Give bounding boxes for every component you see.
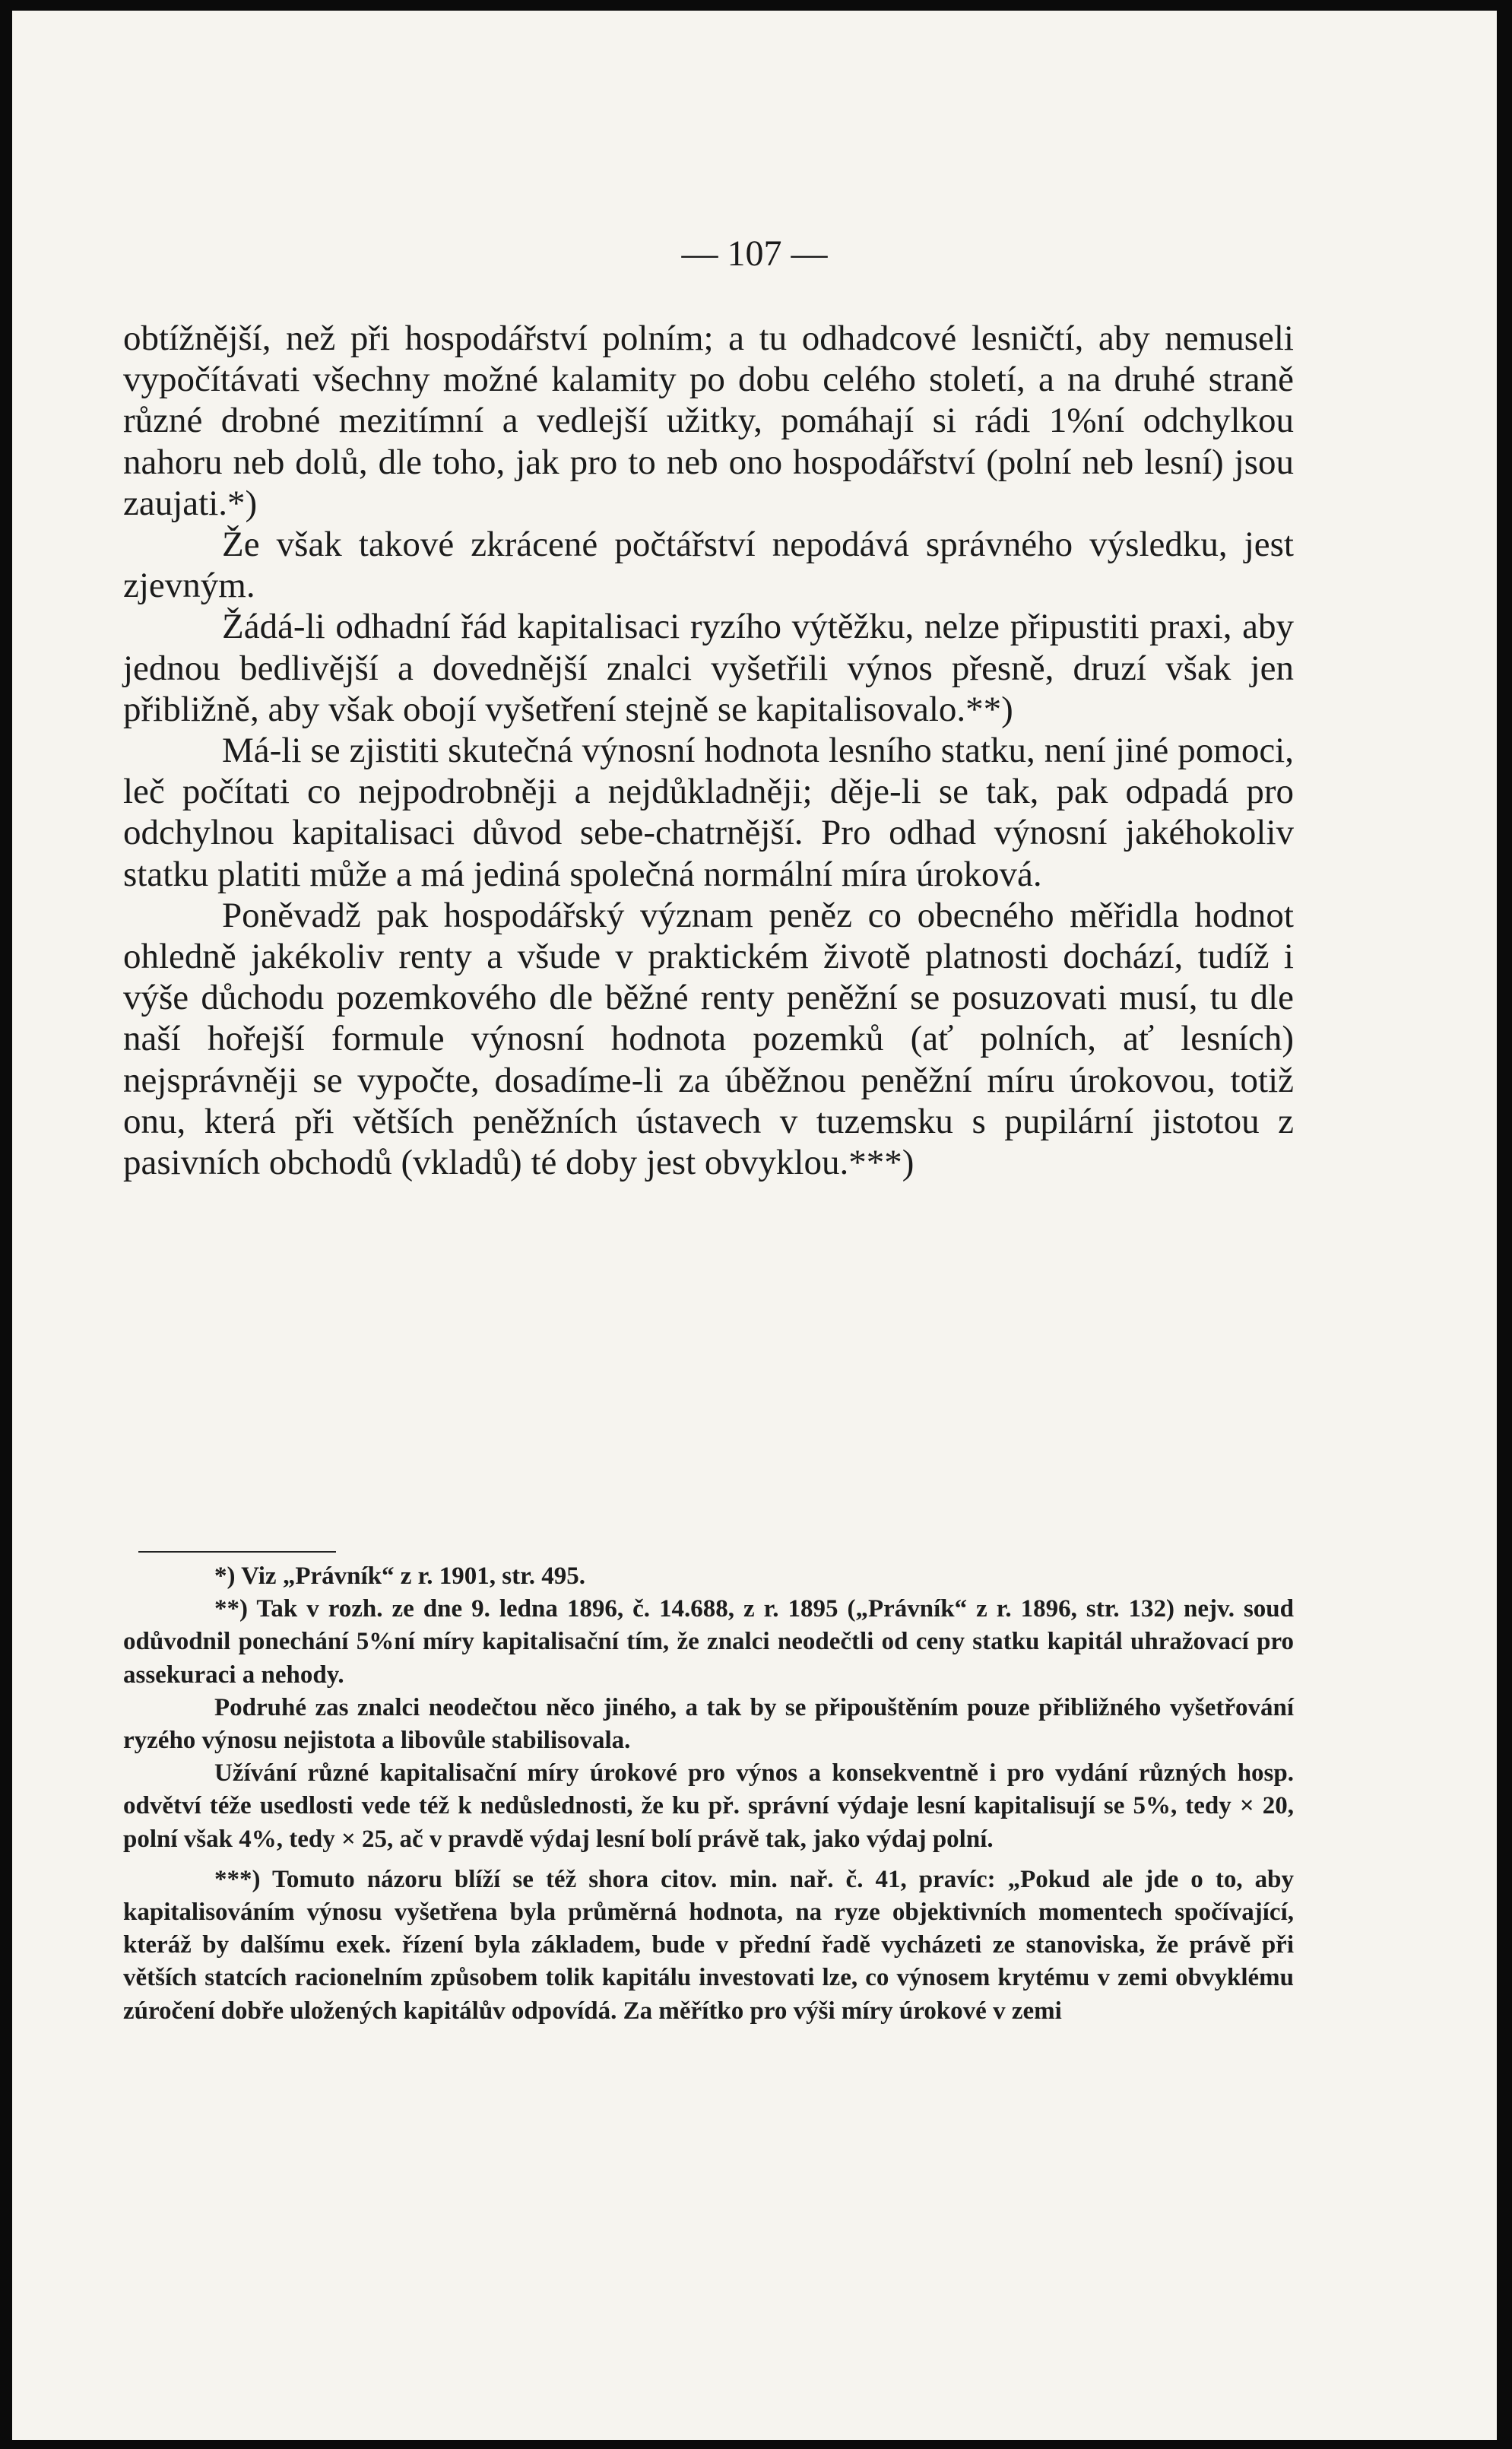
footnote: ***) Tomuto názoru blíží se též shora citov. min. nař. č. 41, pravíc: „Pokud ale jde o to, aby kapitalisováním výnosu vyšetřena byla průměrná hodnota, na ryze objektivních momentech spočívající, kteráž by dalšímu exek. řízení byla základem, bude v přední řadě vycházeti ze stanoviska, že právě při větších statcích racionelním způsobem tolik kapitálu investovati lze, co výnosem krytému v zemi obvyklému zúročení dobře uložených kapitálův odpovídá. Za měřítko pro výši míry úrokové v zemi	[123, 1865, 1294, 2025]
paragraph: Má-li se zjistiti skutečná výnosní hodnota lesního statku, není jiné pomoci, leč počítati co nejpodrobněji a nejdůkladněji; děje-li se tak, pak odpadá pro odchylnou kapitalisaci důvod sebe-chatrnější. Pro odhad výnosní jakéhokoliv statku platiti může a má jediná společná normální míra úroková.	[123, 731, 1294, 894]
footnote: Podruhé zas znalci neodečtou něco jiného, a tak by se připouštěním pouze přibližného vyšetřování ryzého výnosu nejistota a libovůle stabilisovala.	[123, 1693, 1294, 1755]
footnote: *) Viz „Právník“ z r. 1901, str. 495.	[214, 1562, 585, 1590]
paragraph: Žádá-li odhadní řád kapitalisaci ryzího výtěžku, nelze připustiti praxi, aby jednou bedlivější a dovednější znalci vyšetřili výnos přesně, druzí však jen přibližně, aby však obojí vyšetření stejně se kapitalisovalo.**)	[123, 607, 1294, 729]
book-page	[12, 11, 1497, 2440]
paragraph: Poněvadž pak hospodářský význam peněz co obecného měřidla hodnot ohledně jakékoliv renty a všude v praktickém životě platnosti dochází, tudíž i výše důchodu pozemkového dle běžné renty peněžní se posuzovati musí, tu dle naší hořejší formule výnosní hodnota pozemků (ať polních, ať lesních) nejsprávněji se vypočte, dosadíme-li za úběžnou peněžní míru úrokovou, totiž onu, která při větších peněžních ústavech v tuzemsku s pupilární jistotou z pasivních obchodů (vkladů) té doby jest obvyklou.***)	[123, 895, 1294, 1183]
page-number: — 107 —	[681, 233, 828, 274]
footnotes	[123, 1560, 1294, 2028]
footnote: Užívání různé kapitalisační míry úrokové pro výnos a konsekventně i pro vydání různých hosp. odvětví téže usedlosti vede též k nedůslednosti, že ku př. správní výdaje lesní kapitalisují se 5%, tedy × 20, polní však 4%, tedy × 25, ač v pravdě výdaj lesní bolí právě tak, jako výdaj polní.	[123, 1759, 1294, 1853]
footnote: **) Tak v rozh. ze dne 9. ledna 1896, č. 14.688, z r. 1895 („Právník“ z r. 1896, str. 132) nejv. soud odůvodnil ponechání 5%ní míry kapitalisační tím, že znalci neodečtli od ceny statku kapitál uhražovací pro assekuraci a nehody.	[123, 1595, 1294, 1689]
paragraph: obtížnější, než při hospodářství polním; a tu odhadcové lesničtí, aby nemuseli vypočítávati všechny možné kalamity po dobu celého století, a na druhé straně různé drobné mezitímní a vedlejší užitky, pomáhají si rádi 1%ní odchylkou nahoru neb dolů, dle toho, jak pro to neb ono hospodářství (polní neb lesní) jsou zaujati.*)	[123, 319, 1294, 523]
footnote-divider	[138, 1551, 336, 1553]
main-text	[123, 318, 1294, 1183]
paragraph: Že však takové zkrácené počtářství nepodává správného výsledku, jest zjevným.	[123, 525, 1294, 606]
